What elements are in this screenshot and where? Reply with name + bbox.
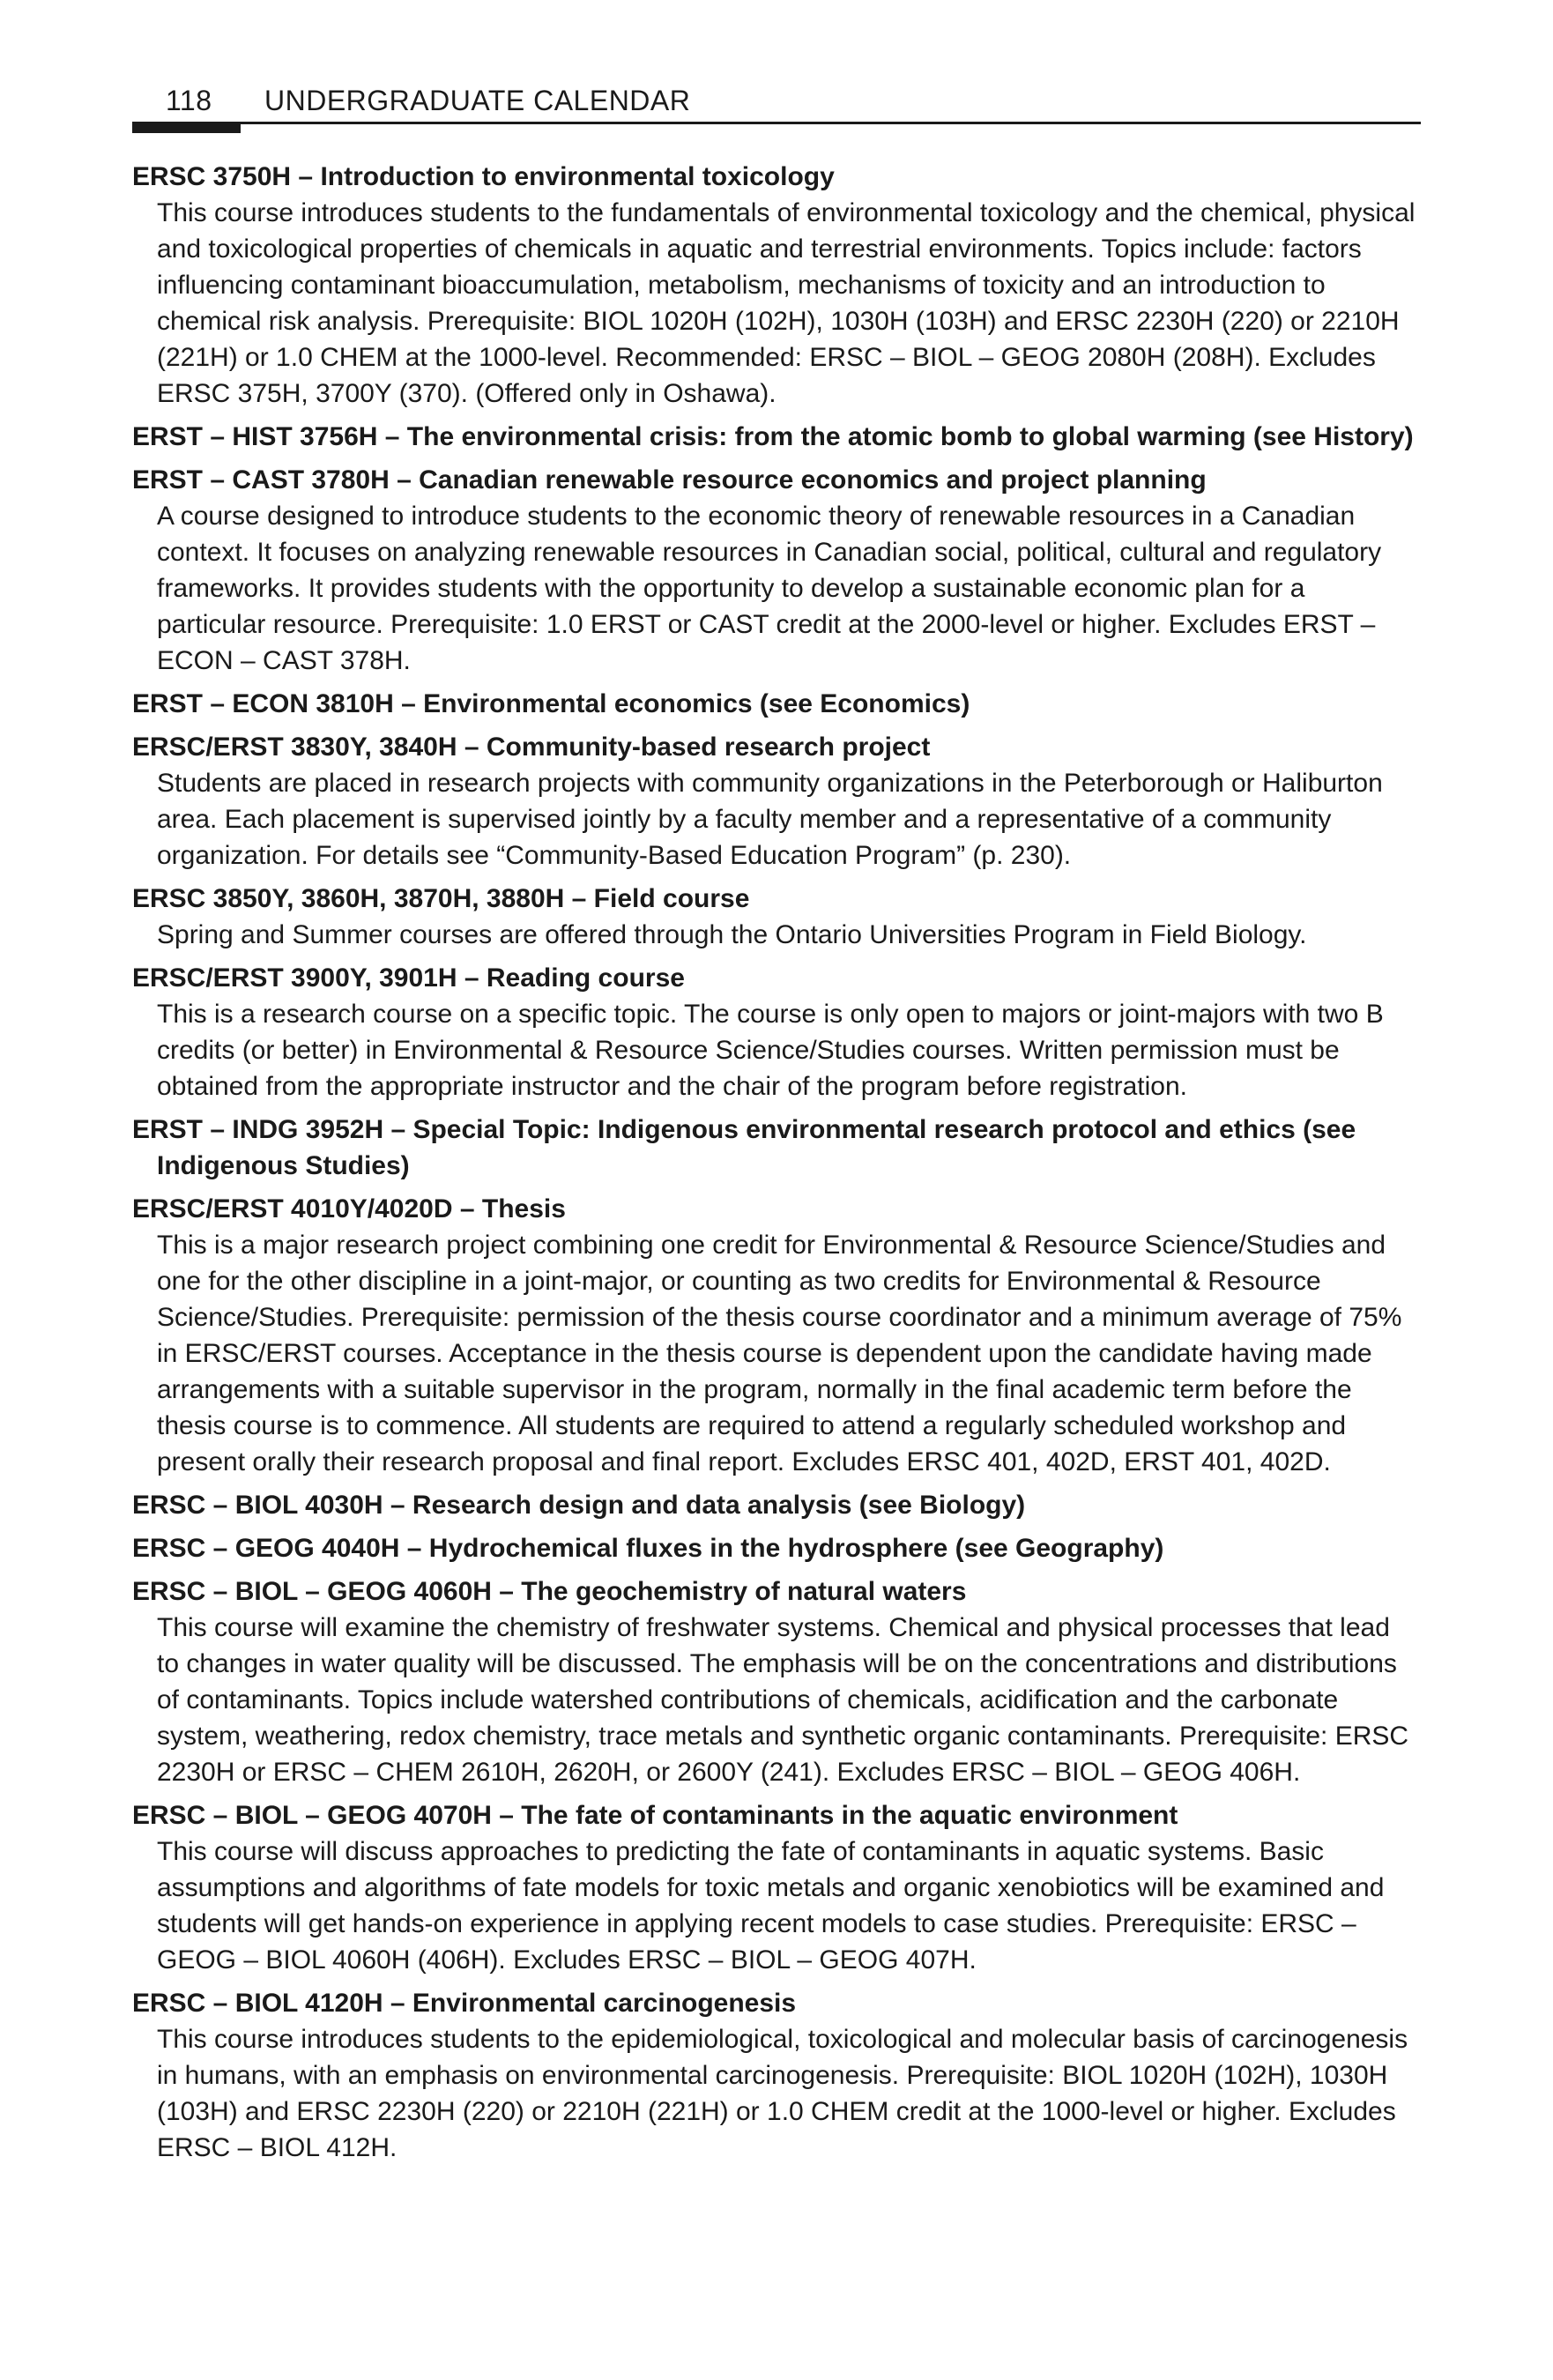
course-list [132,159,1419,2173]
course-title: ERSC – BIOL – GEOG 4060H – The geochemistry of natural waters [132,1577,967,1606]
running-head: UNDERGRADUATE CALENDAR [264,85,691,116]
course-title: ERSC/ERST 3900Y, 3901H – Reading course [132,963,685,993]
course-title: ERSC 3750H – Introduction to environmental toxicology [132,162,835,191]
course-entry [132,1112,1419,1184]
course-entry [132,462,1419,679]
header-rule [132,122,1421,124]
course-title: ERSC – BIOL 4120H – Environmental carcinogenesis [132,1989,797,2018]
course-entry [132,1530,1419,1566]
course-description: This course will discuss approaches to predicting the fate of contaminants in aquatic systems. Basic assumptions and algorithms of fate models for toxic metals and organic xenobiotics will be examined and students will get hands-on experience in applying recent models to case studies. Prerequisite: ERSC – GEOG – BIOL 4060H (406H). Excludes ERSC – BIOL – GEOG 407H. [157,1837,1385,1975]
course-title: ERSC – BIOL – GEOG 4070H – The fate of contaminants in the aquatic environment [132,1801,1178,1830]
course-title: ERST – INDG 3952H – Special Topic: Indigenous environmental research protocol and ethics (see Indigenous Studies) [132,1115,1356,1180]
course-description: Students are placed in research projects with community organizations in the Peterborough or Haliburton area. Each placement is supervised jointly by a faculty member and a representative of a community organization. For details see “Community-Based Education Program” (p. 230). [157,769,1383,870]
course-entry [132,960,1419,1104]
course-entry [132,1191,1419,1480]
course-entry [132,159,1419,412]
course-title: ERSC – BIOL 4030H – Research design and data analysis (see Biology) [132,1491,1026,1520]
course-title: ERSC/ERST 3830Y, 3840H – Community-based research project [132,733,931,762]
course-description: A course designed to introduce students to the economic theory of renewable resources in a Canadian context. It focuses on analyzing renewable resources in Canadian social, political, cultural and regulatory frameworks. It provides students with the opportunity to develop a sustainable economic plan for a particular resource. Prerequisite: 1.0 ERST or CAST credit at the 2000-level or higher. Excludes ERST – ECON – CAST 378H. [157,502,1382,675]
course-entry [132,729,1419,874]
course-description: Spring and Summer courses are offered through the Ontario Universities Program in Field Biology. [157,920,1307,949]
page-number: 118 [166,85,212,116]
course-entry [132,1487,1419,1523]
course-title: ERST – HIST 3756H – The environmental crisis: from the atomic bomb to global warming (see History) [132,422,1414,451]
course-description: This course introduces students to the epidemiological, toxicological and molecular basis of carcinogenesis in humans, with an emphasis on environmental carcinogenesis. Prerequisite: BIOL 1020H (102H), 1030H (103H) and ERSC 2230H (220) or 2210H (221H) or 1.0 CHEM credit at the 1000-level or higher. Excludes ERSC – BIOL 412H. [157,2025,1408,2162]
course-entry [132,686,1419,722]
course-entry [132,1573,1419,1790]
course-title: ERSC – GEOG 4040H – Hydrochemical fluxes in the hydrosphere (see Geography) [132,1534,1164,1563]
course-title: ERSC/ERST 4010Y/4020D – Thesis [132,1194,566,1223]
course-description: This is a major research project combining one credit for Environmental & Resource Science/Studies and one for the other discipline in a joint-major, or counting as two credits for Environmental & Resource Science/Studies. Prerequisite: permission of the thesis course coordinator and a minimum average of 75% in ERSC/ERST courses. Acceptance in the thesis course is dependent upon the candidate having made arrangements with a suitable supervisor in the program, normally in the final academic term before the thesis course is to commence. All students are required to attend a regularly scheduled workshop and present orally their research proposal and final report. Excludes ERSC 401, 402D, ERST 401, 402D. [157,1231,1402,1476]
course-description: This is a research course on a specific topic. The course is only open to majors or joint-majors with two B credits (or better) in Environmental & Resource Science/Studies courses. Written permission must be obtained from the appropriate instructor and the chair of the program before registration. [157,1000,1384,1101]
course-entry [132,419,1419,455]
course-title: ERST – ECON 3810H – Environmental economics (see Economics) [132,689,970,718]
course-title: ERST – CAST 3780H – Canadian renewable resource economics and project planning [132,465,1207,495]
course-entry [132,881,1419,953]
header-rule-tab [132,122,241,133]
page-header [132,79,1421,132]
course-description: This course introduces students to the fundamentals of environmental toxicology and the chemical, physical and toxicological properties of chemicals in aquatic and terrestrial environments. Topics include: factors influencing contaminant bioaccumulation, metabolism, mechanisms of toxicity and an introduction to chemical risk analysis. Prerequisite: BIOL 1020H (102H), 1030H (103H) and ERSC 2230H (220) or 2210H (221H) or 1.0 CHEM at the 1000-level. Recommended: ERSC – BIOL – GEOG 2080H (208H). Excludes ERSC 375H, 3700Y (370). (Offered only in Oshawa). [157,198,1416,408]
course-entry [132,1797,1419,1978]
course-entry [132,1985,1419,2166]
course-title: ERSC 3850Y, 3860H, 3870H, 3880H – Field course [132,884,750,913]
course-description: This course will examine the chemistry of freshwater systems. Chemical and physical processes that lead to changes in water quality will be discussed. The emphasis will be on the concentrations and distributions of contaminants. Topics include watershed contributions of chemicals, acidification and the carbonate system, weathering, redox chemistry, trace metals and synthetic organic contaminants. Prerequisite: ERSC 2230H or ERSC – CHEM 2610H, 2620H, or 2600Y (241). Excludes ERSC – BIOL – GEOG 406H. [157,1613,1409,1787]
